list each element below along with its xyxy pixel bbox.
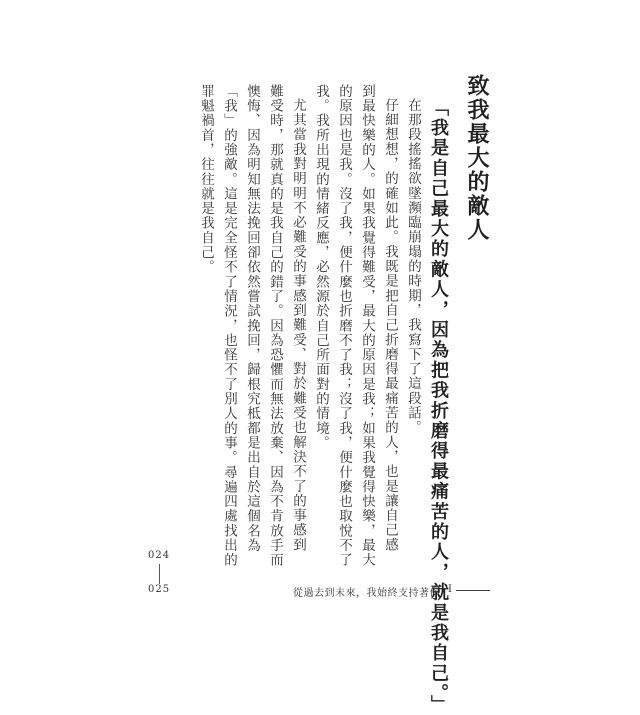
body-column-10: 罪魁禍首，往往就是我自己。 — [198, 84, 214, 275]
running-head-rule — [456, 590, 490, 591]
page-number-left: 024 — [148, 550, 171, 561]
body-column-6: 尤其當我對明明不必難受的事感到難受、對於難受也解決不了的事感到 — [290, 98, 306, 553]
body-column-1: 在那段搖搖欲墜瀕臨崩塌的時期，我寫下了這段話。 — [405, 98, 421, 435]
running-head: 從過去到未來，我始終支持著你 — [293, 588, 440, 599]
body-column-9: 「我」的強敵。這是完全怪不了情況，也怪不了別人的事。尋遍四處找出的 — [221, 84, 237, 568]
body-column-4: 的原因也是我。沒了我，便什麼也折磨不了我；沒了我，便什麼也取悅不了 — [336, 84, 352, 568]
body-column-8: 懊悔、因為明知無法挽回卻依然嘗試挽回，歸根究柢都是出自於這個名為 — [244, 84, 260, 553]
body-column-3: 到最快樂的人。如果我覺得難受，最大的原因是我；如果我覺得快樂，最大 — [359, 84, 375, 568]
opening-quote: 「我是自己最大的敵人，因為把我折磨得最痛苦的人，就是我自己。」 — [428, 98, 449, 715]
body-column-5: 我。我所出現的情緒反應，必然源於自己所面對的情境。 — [313, 84, 329, 451]
chapter-title: 致我最大的敵人 — [464, 74, 490, 242]
folio-divider — [159, 564, 160, 584]
page-number-right: 025 — [148, 584, 171, 595]
running-head-separator: I — [448, 584, 452, 595]
body-column-2: 仔細想想，的確如此。我既是把自己折磨得最痛苦的人，也是讓自己感 — [382, 98, 398, 553]
body-column-7: 難受時，那就真的是我自己的錯了。因為恐懼而無法放棄、因為不肯放手而 — [267, 84, 283, 568]
